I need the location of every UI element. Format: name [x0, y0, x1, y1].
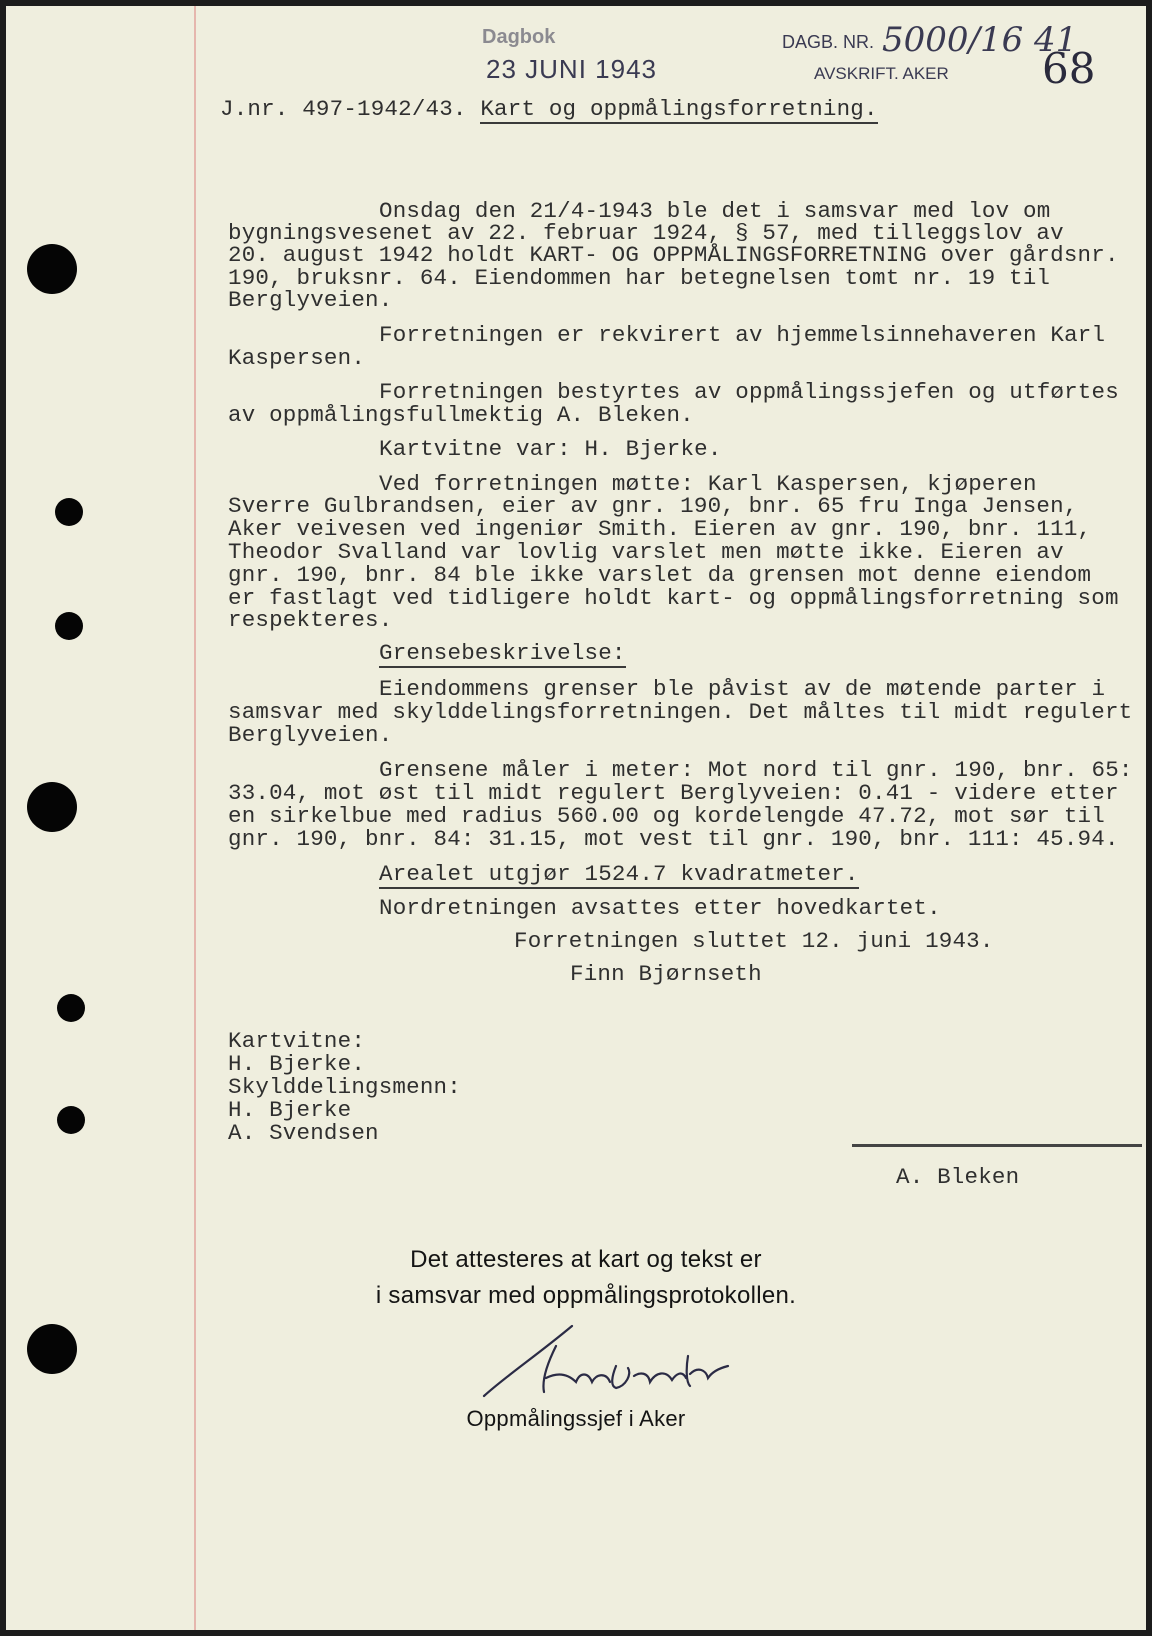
punch-hole-7: [27, 1324, 77, 1374]
typed-signature: A. Bleken: [896, 1164, 1020, 1190]
body-line: Ved forretningen møtte: Karl Kaspersen, kjøperen: [379, 471, 1037, 497]
attestation-line-1: Det attesteres at kart og tekst er: [410, 1246, 762, 1273]
witness-line: A. Svendsen: [228, 1120, 379, 1146]
page-number: 68: [1042, 44, 1096, 93]
punch-hole-4: [27, 782, 77, 832]
dagb-nr-handwritten: 5000/16 41: [882, 20, 1078, 60]
signer-name: Finn Bjørnseth: [570, 961, 762, 987]
witness-line: H. Bjerke: [228, 1097, 352, 1123]
body-line: Theodor Svalland var lovlig varslet men møtte ikke. Eieren av: [228, 539, 1064, 565]
witness-line: H. Bjerke.: [228, 1051, 366, 1077]
body-line: Eiendommens grenser ble påvist av de møtende parter i: [379, 676, 1106, 702]
witness-line: Skylddelingsmenn:: [228, 1074, 461, 1100]
body-line: Kartvitne var: H. Bjerke.: [379, 436, 722, 462]
body-line: av oppmålingsfullmektig A. Bleken.: [228, 402, 694, 428]
body-line: bygningsvesenet av 22. februar 1924, § 57, med tilleggslov av: [228, 220, 1064, 246]
body-line: en sirkelbue med radius 560.00 og kordelengde 47.72, mot sør til: [228, 803, 1105, 829]
punch-hole-3: [55, 612, 83, 640]
body-line: 190, bruksnr. 64. Eiendommen har betegnelsen tomt nr. 19 til: [228, 265, 1051, 291]
dagbok-stamp-date: 23 JUNI 1943: [486, 54, 657, 84]
body-line: gnr. 190, bnr. 84: 31.15, mot vest til gnr. 190, bnr. 111: 45.94.: [228, 826, 1119, 852]
body-line: Kaspersen.: [228, 345, 366, 371]
body-line: Forretningen bestyrtes av oppmålingssjefen og utførtes: [379, 379, 1119, 405]
document-page: [6, 6, 1146, 1630]
body-line: gnr. 190, bnr. 84 ble ikke varslet da grensen mot denne eiendom: [228, 562, 1092, 588]
punch-hole-1: [27, 244, 77, 294]
journal-number-text: J.nr. 497-1942/43.: [220, 96, 467, 122]
document-title: Kart og oppmålingsforretning.: [480, 96, 878, 122]
body-line: Forretningen sluttet 12. juni 1943.: [514, 928, 994, 954]
body-line: Onsdag den 21/4-1943 ble det i samsvar med lov om: [379, 198, 1051, 224]
body-line: Berglyveien.: [228, 722, 393, 748]
witness-line: Kartvitne:: [228, 1028, 366, 1054]
body-line: respekteres.: [228, 607, 393, 633]
body-line: samsvar med skylddelingsforretningen. Det måltes til midt regulert: [228, 699, 1133, 725]
body-line: Grensene måler i meter: Mot nord til gnr. 190, bnr. 65:: [379, 757, 1133, 783]
body-line: Sverre Gulbrandsen, eier av gnr. 190, bnr. 65 fru Inga Jensen,: [228, 493, 1078, 519]
body-line: Aker veivesen ved ingeniør Smith. Eieren av gnr. 190, bnr. 111,: [228, 516, 1092, 542]
body-line: Forretningen er rekvirert av hjemmelsinnehaveren Karl: [379, 322, 1106, 348]
avskrift-stamp: AVSKRIFT. AKER: [814, 64, 949, 83]
body-line: 33.04, mot øst til midt regulert Berglyveien: 0.41 - videre etter: [228, 780, 1119, 806]
dagb-nr-stamp: DAGB. NR.: [782, 32, 875, 52]
body-line: Berglyveien.: [228, 287, 393, 313]
punch-hole-2: [55, 498, 83, 526]
body-line: 20. august 1942 holdt KART- OG OPPMÅLINGSFORRETNING over gårdsnr.: [228, 242, 1119, 268]
body-line: Nordretningen avsattes etter hovedkartet.: [379, 895, 941, 921]
punch-hole-6: [57, 1106, 85, 1134]
area-statement: Arealet utgjør 1524.7 kvadratmeter.: [379, 861, 859, 887]
journal-number: [220, 96, 878, 122]
section-heading-grensebeskrivelse: Grensebeskrivelse:: [379, 640, 626, 666]
signature-line: [852, 1144, 1142, 1147]
attestation-title: Oppmålingssjef i Aker: [466, 1406, 686, 1431]
body-line: er fastlagt ved tidligere holdt kart- og oppmålingsforretning som: [228, 585, 1119, 611]
attestation-line-2: i samsvar med oppmålingsprotokollen.: [375, 1282, 797, 1309]
punch-hole-5: [57, 994, 85, 1022]
dagbok-stamp-label: Dagbok: [482, 26, 556, 48]
margin-line: [194, 6, 196, 1630]
